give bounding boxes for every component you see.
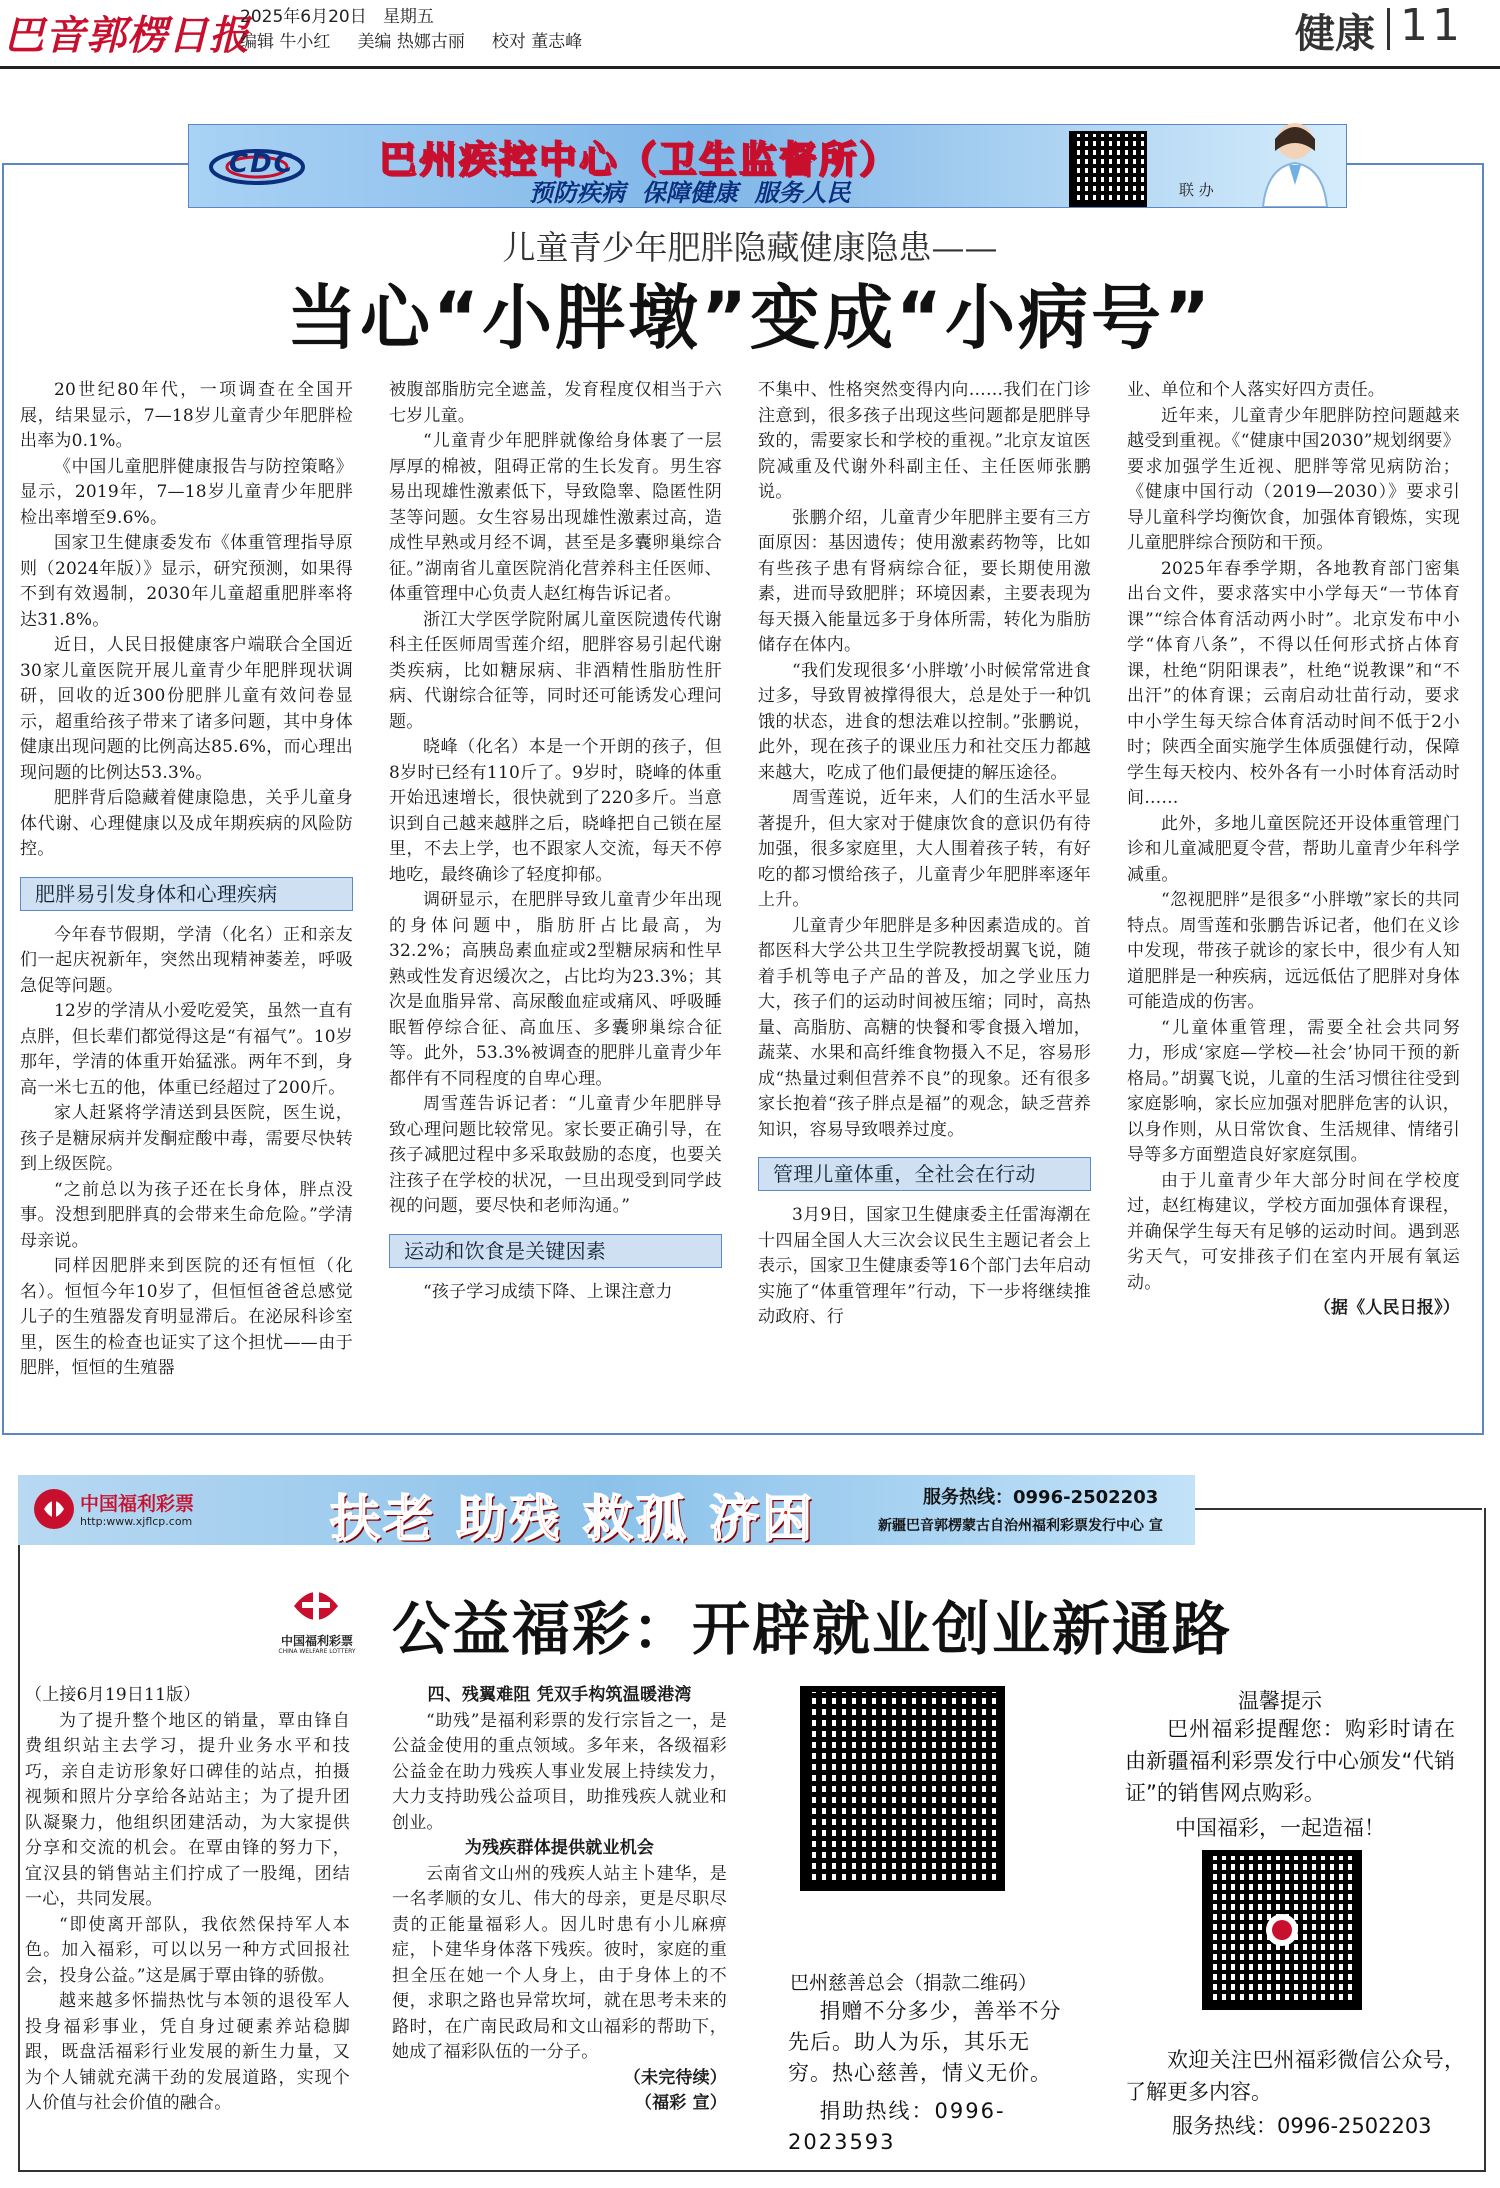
subheading <box>20 877 353 911</box>
notice-title: 温馨提示 <box>1238 1689 1322 1713</box>
paragraph: “即使离开部队，我依然保持军人本色。加入福彩，可以以另一种方式回报社会，投身公益。”这是属于覃由锋的骄傲。 <box>25 1914 350 1986</box>
paragraph: 同样因肥胖来到医院的还有恒恒（化名）。恒恒今年10岁了，但恒恒爸爸总感觉儿子的生殖器发育明显滞后。在泌尿科诊室里，医生的检查也证实了这个担忧——由于肥胖，恒恒的生殖器 <box>20 1256 353 1378</box>
weekday: 星期五 <box>382 7 434 27</box>
paragraph: 被腹部脂肪完全遮盖，发育程度仅相当于六七岁儿童。 <box>389 380 722 426</box>
article2-logo-en: CHINA WELFARE LOTTERY <box>278 1648 356 1655</box>
notice-hotline: 服务热线：0996-2502203 <box>1172 2114 1432 2138</box>
paragraph: 3月9日，国家卫生健康委主任雷海潮在十四届全国人大三次会议民生主题记者会上表示，国家卫生健康委等16个部门去年启动实施了“体重管理年”行动，下一步将继续推动政府、行 <box>758 1205 1091 1327</box>
slogan-prevent: 预防疾病 <box>529 179 625 207</box>
doctor-icon <box>1249 115 1339 207</box>
paragraph: 20世纪80年代，一项调查在全国开展，结果显示，7—18岁儿童青少年肥胖检出率为0.1%。 <box>20 380 353 451</box>
paragraph: “孩子学习成绩下降、上课注意力 <box>423 1281 673 1302</box>
doctor-illustration <box>1249 115 1339 207</box>
paragraph: “助残”是福利彩票的发行宗旨之一，是公益金使用的重点领域。多年来，各级福彩公益金在助力残疾人事业发展上持续发力，大力支持助残公益项目，助推残疾人就业和创业。 <box>392 1710 727 1833</box>
source-credit: （据《人民日报》） <box>1313 1298 1460 1318</box>
paragraph: 家人赶紧将学清送到县医院，医生说，孩子是糖尿病并发酮症酸中毒，需要尽快转到上级医院。 <box>20 1103 353 1174</box>
paragraph: 晓峰（化名）本是一个开朗的孩子，但8岁时已经有110斤了。9岁时，晓峰的体重开始迅速增长，很快就到了220多斤。当意识到自己越来越胖之后，晓峰把自己锁在屋里，不去上学，也不跟家人交流，每天不停地吃，最终确诊了轻度抑郁。 <box>389 737 722 885</box>
article2-logo <box>272 1582 362 1662</box>
article1-col-3 <box>758 378 1091 1331</box>
subheading-text: 运动和饮食是关键因素 <box>389 1234 722 1268</box>
notice-slogan: 中国福彩，一起造福！ <box>1175 1816 1385 1840</box>
section-name: 健康 <box>1295 11 1375 57</box>
paragraph: 周雪莲说，近年来，人们的生活水平显著提升，但大家对于健康饮食的意识仍有待加强，很多家庭里，大人围着孩子转，有好吃的都习惯给孩子，儿童青少年肥胖率逐年上升。 <box>758 788 1091 910</box>
lottery-banner <box>18 1475 1195 1548</box>
paragraph: “儿童体重管理，需要全社会共同努力，形成‘家庭—学校—社会’协同干预的新格局。”胡翼飞说，儿童的生活习惯往往受到家庭影响，家长应加强对肥胖危害的认识，以身作则，从日常饮食、生活规律、情绪引导等多方面塑造良好家庭氛围。 <box>1127 1017 1460 1165</box>
paragraph: “我们发现很多‘小胖墩’小时候常常进食过多，导致胃被撑得很大，总是处于一种饥饿的状态，进食的想法难以控制。”张鹏说，此外，现在孩子的课业压力和社交压力都越来越大，吃成了他们最便捷的解压途径。 <box>758 660 1091 783</box>
page-number: 11 <box>1400 0 1464 51</box>
paragraph: 越来越多怀揣热忱与本领的退役军人投身福彩事业，凭自身过硬素养站稳脚跟，既盘活福彩行业发展的新生力量，又为个人铺就充满干劲的发展道路，实现个人价值与社会价值的融合。 <box>25 1991 350 2113</box>
masthead <box>0 0 1500 62</box>
paragraph: “之前总以为孩子还在长身体，胖点没事。没想到肥胖真的会带来生命危险。”学清母亲说。 <box>20 1179 353 1251</box>
donation-title: 巴州慈善总会（捐款二维码） <box>790 1972 1038 1994</box>
article2-frame-top-right <box>1195 1508 1482 1510</box>
notice-text: 巴州福彩提醒您：购彩时请在由新疆福利彩票发行中心颁发“代销证”的销售网点购彩。 <box>1125 1717 1455 1805</box>
lottery-logo <box>32 1485 232 1535</box>
paragraph: 不集中、性格突然变得内向……我们在门诊注意到，很多孩子出现这些问题都是肥胖导致的，需要家长和学校的重视。”北京友谊医院减重及代谢外科副主任、主任医师张鹏说。 <box>758 380 1091 502</box>
lottery-logo-url: http:www.xjflcp.com <box>80 1515 193 1528</box>
masthead-rule <box>0 66 1500 69</box>
donation-hotline: 捐助热线：0996-2023593 <box>788 2099 1006 2154</box>
paragraph: 近日，人民日报健康客户端联合全国近30家儿童医院开展儿童青少年肥胖现状调研，回收的近300份肥胖儿童有效问卷显示，超重给孩子带来了诸多问题，其中身体健康出现问题的比例高达85.6%，而心理出现问题的比例达53.3%。 <box>20 635 353 783</box>
wechat-qr-logo-icon <box>1266 1914 1298 1946</box>
cdc-banner <box>188 124 1347 208</box>
subheading <box>389 1234 722 1268</box>
proofreader: 校对 董志峰 <box>491 32 583 52</box>
paragraph: 调研显示，在肥胖导致儿童青少年出现的身体问题中，脂肪肝占比最高，为32.2%；高胰岛素血症或2型糖尿病和性早熟或性发育迟缓次之，占比均为23.3%；其次是血脂异常、高尿酸血症或痛风、呼吸睡眠暂停综合征、高血压、多囊卵巢综合征等。此外，53.3%被调查的肥胖儿童青少年都伴有不同程度的自卑心理。 <box>389 890 722 1089</box>
cdc-logo <box>207 133 307 197</box>
date-line <box>240 2 434 27</box>
article1-frame-top-left <box>2 163 188 165</box>
cdc-slogan <box>529 173 850 208</box>
issue-date: 2025年6月20日 <box>240 7 367 27</box>
article1-kicker: 儿童青少年肥胖隐藏健康隐患—— <box>502 228 998 267</box>
subheading: 四、残翼难阻 凭双手构筑温暖港湾 <box>427 1685 692 1705</box>
lottery-slogan: 扶老 助残 救孤 济困 <box>330 1490 816 1548</box>
paragraph: 浙江大学医学院附属儿童医院遗传代谢科主任医师周雪莲介绍，肥胖容易引起代谢类疾病，比如糖尿病、非酒精性脂肪性肝病、代谢综合征等，同时还可能诱发心理问题。 <box>389 609 722 732</box>
paragraph: 为了提升整个地区的销量，覃由锋自费组织站主去学习，提升业务水平和技巧，亲自走访形象好口碑佳的站点，拍摄视频和照片分享给各站站主；为了提升团队凝聚力，他组织团建活动，为大家提供分享和交流的机会。在覃由锋的努力下，宜汉县的销售站主们拧成了一股绳，团结一心，共同发展。 <box>25 1710 350 1909</box>
paragraph: 云南省文山州的残疾人站主卜建华，是一名孝顺的女儿、伟大的母亲，更是尽职尽责的正能量福彩人。因儿时患有小儿麻痹症，卜建华身体落下残疾。彼时，家庭的重担全压在她一个人身上，由于身体上的不便，求职之路也异常坎坷，就在思考未来的路时，在广南民政局和文山福彩的帮助下，她成了福彩队伍的一分子。 <box>392 1863 727 2062</box>
article1-col-2 <box>389 378 722 1305</box>
article1-col-1 <box>20 378 353 1382</box>
cdc-cohost: 联 办 <box>1179 181 1214 199</box>
slogan-serve: 服务人民 <box>754 179 851 207</box>
cdc-logo-text: CDC <box>229 149 295 179</box>
welfare-lottery-logo-icon <box>32 1487 76 1531</box>
subheading: 为残疾群体提供就业机会 <box>464 1838 655 1858</box>
lottery-logo-cn: 中国福利彩票 <box>80 1493 195 1515</box>
article2-headline: 公益福彩：开辟就业创业新通路 <box>392 1595 1233 1663</box>
paragraph: 2025年春季学期，各地教育部门密集出台文件，要求落实中小学每天“一节体育课”“综合体育活动两小时”。北京发布中小学“体育八条”，不得以任何形式挤占体育课，杜绝“阴阳课表”，杜绝“说教课”和“不出汗”的体育课；云南启动壮苗行动，要求中小学生每天综合体育活动时间不低于2小时；陕西全面实施学生体质强健行动，保障学生每天校内、校外各有一小时体育活动时间…… <box>1127 558 1460 808</box>
lottery-publisher: 新疆巴音郭楞蒙古自治州福利彩票发行中心 宣 <box>878 1518 1163 1534</box>
article2-col-1 <box>25 1683 350 2117</box>
paper-name: 巴音郭楞日报 <box>4 12 250 59</box>
paragraph: 今年春节假期，学清（化名）正和亲友们一起庆祝新年，突然出现精神萎差，呼吸急促等问题。 <box>20 924 353 996</box>
paragraph: 12岁的学清从小爱吃爱笑，虽然一直有点胖，但长辈们都觉得这是“有福气”。10岁那年，学清的体重开始猛涨。两年不到，身高一米七五的他，体重已经超过了200斤。 <box>20 1001 353 1098</box>
paragraph: （未完待续） <box>623 2067 727 2088</box>
article2-col-2 <box>392 1683 727 2117</box>
paragraph: 此外，多地儿童医院还开设体重管理门诊和儿童减肥夏令营，帮助儿童青少年科学减重。 <box>1127 813 1460 885</box>
editor: 编辑 牛小红 <box>240 32 331 52</box>
subheading-text: 管理儿童体重，全社会在行动 <box>758 1157 1091 1191</box>
welfare-lottery-emblem-icon <box>288 1582 344 1630</box>
cdc-org-name: 巴州疾控中心（卫生监督所） <box>379 138 899 181</box>
article2-logo-cn: 中国福利彩票 <box>280 1634 353 1648</box>
lottery-hotline: 服务热线：0996-2502203 <box>923 1487 1159 1508</box>
paragraph: “儿童青少年肥胖就像给身体裹了一层厚厚的棉被，阻碍正常的生长发育。男生容易出现雄性激素低下，导致隐睾、隐匿性阴茎等问题。女生容易出现雄性激素过高，造成性早熟或月经不调，甚至是多囊卵巢综合征。”湖南省儿童医院消化营养科主任医师、体重管理中心负责人赵红梅告诉记者。 <box>389 431 722 604</box>
paragraph: 张鹏介绍，儿童青少年肥胖主要有三方面原因：基因遗传；使用激素药物等，比如有些孩子患有肾病综合征，要长期使用激素，进而导致肥胖；环境因素，主要表现为每天摄入能量远多于身体所需，转化为脂肪储存在体内。 <box>758 507 1091 655</box>
paragraph: “忽视肥胖”是很多“小胖墩”家长的共同特点。周雪莲和张鹏告诉记者，他们在义诊中发现，带孩子就诊的家长中，很少有人知道肥胖是一种疾病，远远低估了肥胖对身体可能造成的伤害。 <box>1127 890 1460 1012</box>
article1-col-4 <box>1127 378 1460 1322</box>
paragraph: 近年来，儿童青少年肥胖防控问题越来越受到重视。《“健康中国2030”规划纲要》要求加强学生近视、肥胖等常见病防治；《健康中国行动（2019—2030）》要求引导儿童科学均衡饮食，加强体育锻炼，实现儿童肥胖综合预防和干预。 <box>1127 405 1460 553</box>
paragraph: （上接6月19日11版） <box>25 1685 201 1705</box>
paragraph: 由于儿童青少年大部分时间在学校度过，赵红梅建议，学校方面加强体育课程，并确保学生每天有足够的运动时间。遇到恶劣天气，可安排孩子们在室内开展有氧运动。 <box>1127 1170 1460 1293</box>
notice-wechat: 欢迎关注巴州福彩微信公众号，了解更多内容。 <box>1125 2048 1465 2104</box>
article1-frame-top-right <box>1345 163 1482 165</box>
paragraph: 《中国儿童肥胖健康报告与防控策略》显示，2019年，7—18岁儿童青少年肥胖检出率增至9.6%。 <box>20 456 353 528</box>
staff-line <box>240 27 582 52</box>
subheading-text: 肥胖易引发身体和心理疾病 <box>20 877 353 911</box>
subheading <box>758 1157 1091 1191</box>
paragraph: （福彩 宣） <box>634 2093 727 2113</box>
slogan-health: 保障健康 <box>641 179 738 207</box>
cdc-qr-code <box>1069 131 1147 207</box>
section-divider <box>1387 8 1390 50</box>
article1-headline: 当心“小胖墩”变成“小病号” <box>286 277 1214 359</box>
paragraph: 国家卫生健康委发布《体重管理指导原则（2024年版）》显示，研究预测，如果得不到有效遏制，2030年儿童超重肥胖率将达31.8%。 <box>20 533 353 630</box>
donation-text: 捐赠不分多少，善举不分先后。助人为乐，其乐无穷。热心慈善，情义无价。 <box>788 1999 1062 2085</box>
paragraph: 儿童青少年肥胖是多种因素造成的。首都医科大学公共卫生学院教授胡翼飞说，随着手机等电子产品的普及，加之学业压力大，孩子们的运动时间被压缩；同时，高热量、高脂肪、高糖的快餐和零食摄入增加，蔬菜、水果和高纤维食物摄入不足，容易形成“热量过剩但营养不良”的现象。还有很多家长抱着“孩子胖点是福”的观念，缺乏营养知识，容易导致喂养过度。 <box>758 915 1091 1140</box>
designer: 美编 热娜古丽 <box>357 32 465 52</box>
paragraph: 肥胖背后隐藏着健康隐患，关乎儿童身体代谢、心理健康以及成年期疾病的风险防控。 <box>20 788 353 859</box>
paragraph: 业、单位和个人落实好四方责任。 <box>1127 380 1385 400</box>
donation-qr-code <box>800 1686 1005 1891</box>
wechat-qr-code <box>1202 1850 1362 2010</box>
paragraph: 周雪莲告诉记者：“儿童青少年肥胖导致心理问题比较常见。家长要正确引导，在孩子减肥过程中多采取鼓励的态度，也要关注孩子在学校的状况，一旦出现受到同学歧视的问题，要尽快和老师沟通。” <box>389 1094 722 1216</box>
